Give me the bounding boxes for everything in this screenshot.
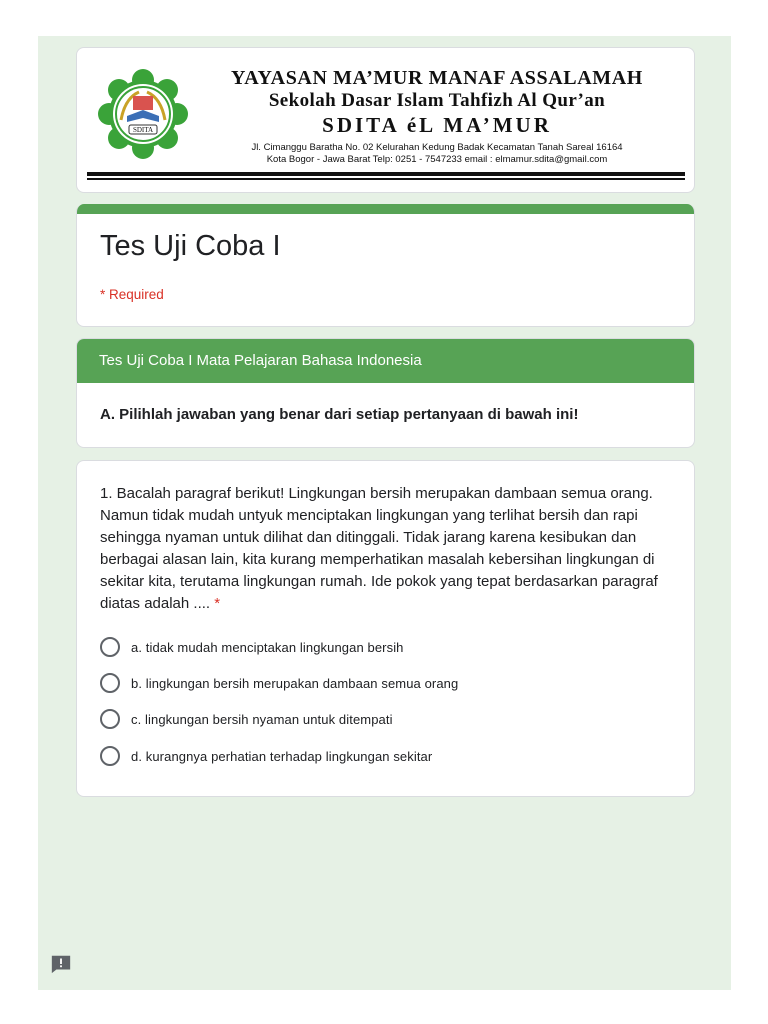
title-accent-bar	[77, 204, 694, 214]
svg-text:SDITA: SDITA	[132, 126, 154, 134]
banner-divider-thin	[87, 178, 685, 180]
banner-divider	[87, 172, 685, 176]
foundation-name: YAYASAN MA’MUR MANAF ASSALAMAH	[231, 67, 643, 89]
option-label: b. lingkungan bersih merupakan dambaan semua orang	[131, 675, 459, 691]
section-description: A. Pilihlah jawaban yang benar dari setiap pertanyaan di bawah ini!	[100, 406, 579, 423]
form-title-card	[76, 204, 695, 327]
radio-button[interactable]	[100, 637, 120, 657]
school-banner	[87, 58, 685, 184]
school-name: SDITA éL MA’MUR	[322, 113, 552, 137]
question-card	[76, 460, 695, 797]
section-card	[76, 338, 695, 448]
school-contact: Kota Bogor - Jawa Barat Telp: 0251 - 7547233 email : elmamur.sdita@gmail.com	[266, 154, 608, 165]
header-image-card	[76, 47, 695, 193]
option-label: d. kurangnya perhatian terhadap lingkungan sekitar	[131, 748, 433, 764]
banner-text	[197, 66, 677, 166]
section-header: Tes Uji Coba I Mata Pelajaran Bahasa Indonesia	[77, 339, 694, 383]
school-logo-icon	[95, 66, 191, 162]
required-note: * Required	[100, 287, 164, 302]
feedback-icon[interactable]	[50, 953, 72, 975]
school-type: Sekolah Dasar Islam Tahfizh Al Qur’an	[268, 90, 606, 111]
option-b[interactable]	[100, 671, 458, 695]
question-body: 1. Bacalah paragraf berikut! Lingkungan bersih merupakan dambaan semua orang. Namun tidak mudah untyuk menciptakan lingkungan yang terlihat bersih dan rapi sehingga nyaman untuk dilihat dan ditinggali. Tidak jarang karena kesibukan dan berbagai alasan lain, kita kurang memperhatikan masalah kebersihan lingkungan di sekitar kita, terutama lingkungan rumah. Ide pokok yang tepat berdasarkan paragraf diatas adalah ....	[100, 485, 658, 612]
form-title: Tes Uji Coba I	[100, 230, 281, 262]
radio-button[interactable]	[100, 746, 120, 766]
option-d[interactable]	[100, 744, 432, 768]
radio-button[interactable]	[100, 673, 120, 693]
required-asterisk: *	[214, 595, 221, 612]
school-address: Jl. Cimanggu Baratha No. 02 Kelurahan Kedung Badak Kecamatan Tanah Sareal 16164	[251, 142, 623, 153]
option-label: c. lingkungan bersih nyaman untuk ditempati	[131, 711, 393, 727]
option-label: a. tidak mudah menciptakan lingkungan bersih	[131, 639, 404, 655]
option-c[interactable]	[100, 707, 393, 731]
radio-button[interactable]	[100, 709, 120, 729]
option-a[interactable]	[100, 635, 404, 659]
question-text	[100, 483, 680, 615]
